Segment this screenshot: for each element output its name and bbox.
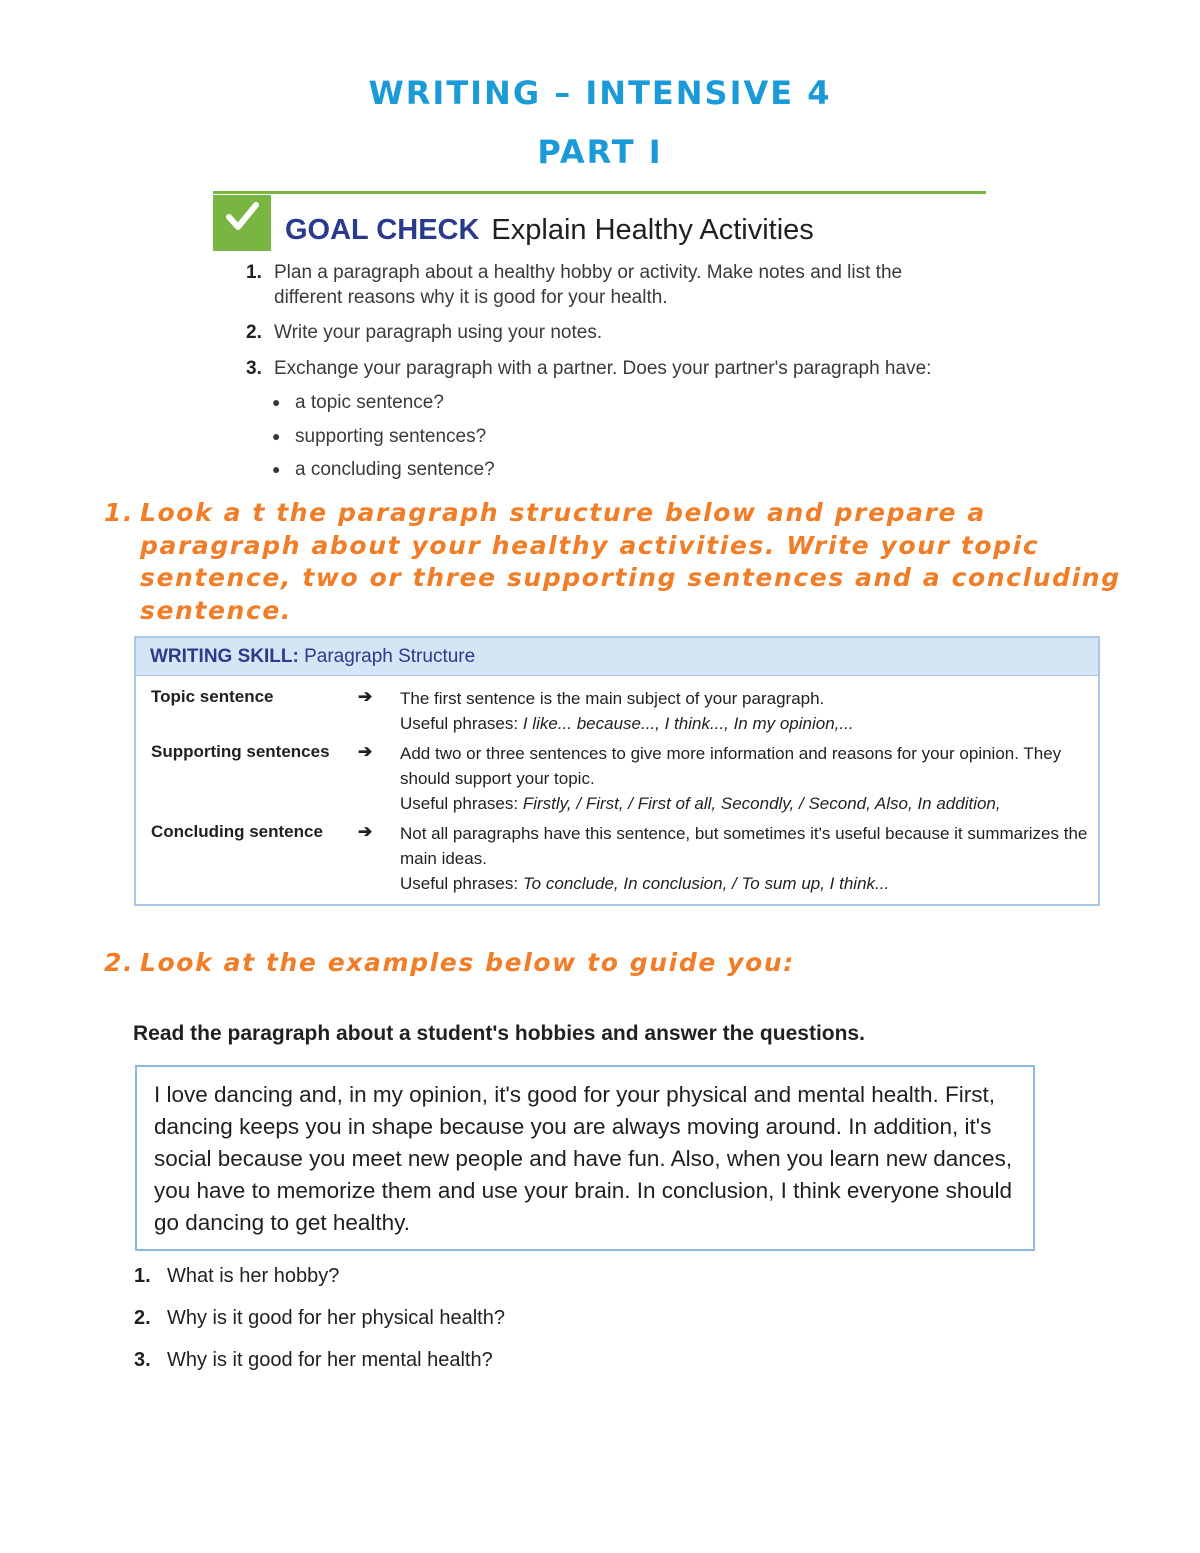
instruction-2 xyxy=(0,947,1200,983)
goal-item-number: 3. xyxy=(246,358,262,379)
goal-bullet xyxy=(0,390,1200,420)
goal-item-text: Plan a paragraph about a healthy hobby or activity. Make notes and list the different reasons why it is good for your health. xyxy=(274,262,903,308)
skill-row-topic xyxy=(0,686,1200,736)
instruction-text: Look a t the paragraph structure below and prepare a paragraph about your healthy activities. Write your topic sentence, two or three supporting sentences and a concluding sentence. xyxy=(140,498,1121,625)
phrases-text: To conclude, In conclusion, / To sum up, I think... xyxy=(522,874,890,893)
goal-check-badge xyxy=(213,195,271,251)
goal-bullet-text: a concluding sentence? xyxy=(295,459,495,480)
checkmark-icon xyxy=(213,195,271,251)
goal-bullet xyxy=(0,424,1200,454)
goal-bullet-text: a topic sentence? xyxy=(295,392,444,413)
instruction-number: 1. xyxy=(104,498,135,527)
skill-row-description xyxy=(400,686,1090,736)
skill-row-concluding xyxy=(0,821,1200,896)
question-number: 3. xyxy=(134,1349,151,1371)
goal-item-number: 1. xyxy=(246,262,262,283)
goal-check-heading xyxy=(285,214,814,247)
question-number: 1. xyxy=(134,1265,151,1287)
instruction-text: Look at the examples below to guide you: xyxy=(140,948,795,977)
question-text: Why is it good for her mental health? xyxy=(167,1349,493,1371)
goal-bullet-text: supporting sentences? xyxy=(295,426,487,447)
skill-row-label: Topic sentence xyxy=(151,687,274,706)
goal-item xyxy=(0,356,1200,386)
question-text: What is her hobby? xyxy=(167,1265,340,1287)
goal-bullet xyxy=(0,457,1200,487)
skill-row-supporting xyxy=(0,741,1200,816)
page-title: WRITING – INTENSIVE 4 xyxy=(368,74,832,112)
skill-row-text: Not all paragraphs have this sentence, but sometimes it's useful because it summarizes the main ideas. xyxy=(400,824,1088,868)
skill-row-text: Add two or three sentences to give more information and reasons for your opinion. They should support your topic. xyxy=(400,744,1062,788)
question-number: 2. xyxy=(134,1307,151,1329)
instruction-1 xyxy=(0,497,1200,629)
phrases-label: Useful phrases: xyxy=(400,714,519,733)
skill-row-label: Concluding sentence xyxy=(151,822,323,841)
page-subtitle: PART I xyxy=(537,133,663,171)
phrases-label: Useful phrases: xyxy=(400,874,519,893)
skill-row-phrases xyxy=(400,711,1090,736)
writing-skill-label: WRITING SKILL: xyxy=(150,646,299,667)
skill-row-phrases xyxy=(400,871,1090,896)
writing-skill-title: Paragraph Structure xyxy=(304,646,476,667)
arrow-icon: ➔ xyxy=(358,822,373,841)
question-item xyxy=(0,1307,1200,1337)
arrow-icon: ➔ xyxy=(358,687,373,706)
phrases-text: I like... because..., I think..., In my opinion,... xyxy=(522,714,854,733)
bullet-icon: ● xyxy=(272,461,281,477)
goal-item xyxy=(0,260,1200,320)
question-item xyxy=(0,1349,1200,1379)
phrases-label: Useful phrases: xyxy=(400,794,519,813)
skill-row-phrases xyxy=(400,791,1090,816)
goal-item-text: Exchange your paragraph with a partner. Does your partner's paragraph have: xyxy=(274,358,932,379)
goal-item xyxy=(0,320,1200,350)
question-text: Why is it good for her physical health? xyxy=(167,1307,505,1329)
goal-item-number: 2. xyxy=(246,322,262,343)
arrow-icon: ➔ xyxy=(358,742,373,761)
phrases-text: Firstly, / First, / First of all, Secondly, / Second, Also, In addition, xyxy=(522,794,1001,813)
example-paragraph: I love dancing and, in my opinion, it's good for your physical and mental health. First, dancing keeps you in shape because you are always moving around. In addition, it's social because you meet new people and have fun. Also, when you learn new dances, you have to memorize them and use your brain. In conclusion, I think everyone should go dancing to get healthy. xyxy=(154,1082,1013,1235)
goal-item-text: Write your paragraph using your notes. xyxy=(274,322,603,343)
goal-check-title: Explain Healthy Activities xyxy=(491,214,814,246)
bullet-icon: ● xyxy=(272,394,281,410)
question-item xyxy=(0,1265,1200,1295)
instruction-number: 2. xyxy=(104,948,135,977)
skill-row-label: Supporting sentences xyxy=(151,742,330,761)
reading-intro: Read the paragraph about a student's hobbies and answer the questions. xyxy=(133,1022,865,1045)
skill-row-description xyxy=(400,821,1090,896)
skill-row-text: The first sentence is the main subject of your paragraph. xyxy=(400,689,825,708)
writing-skill-heading xyxy=(150,646,475,668)
bullet-icon: ● xyxy=(272,428,281,444)
goal-check-rule xyxy=(213,191,986,194)
skill-row-description xyxy=(400,741,1090,816)
goal-check-label: GOAL CHECK xyxy=(285,214,480,246)
